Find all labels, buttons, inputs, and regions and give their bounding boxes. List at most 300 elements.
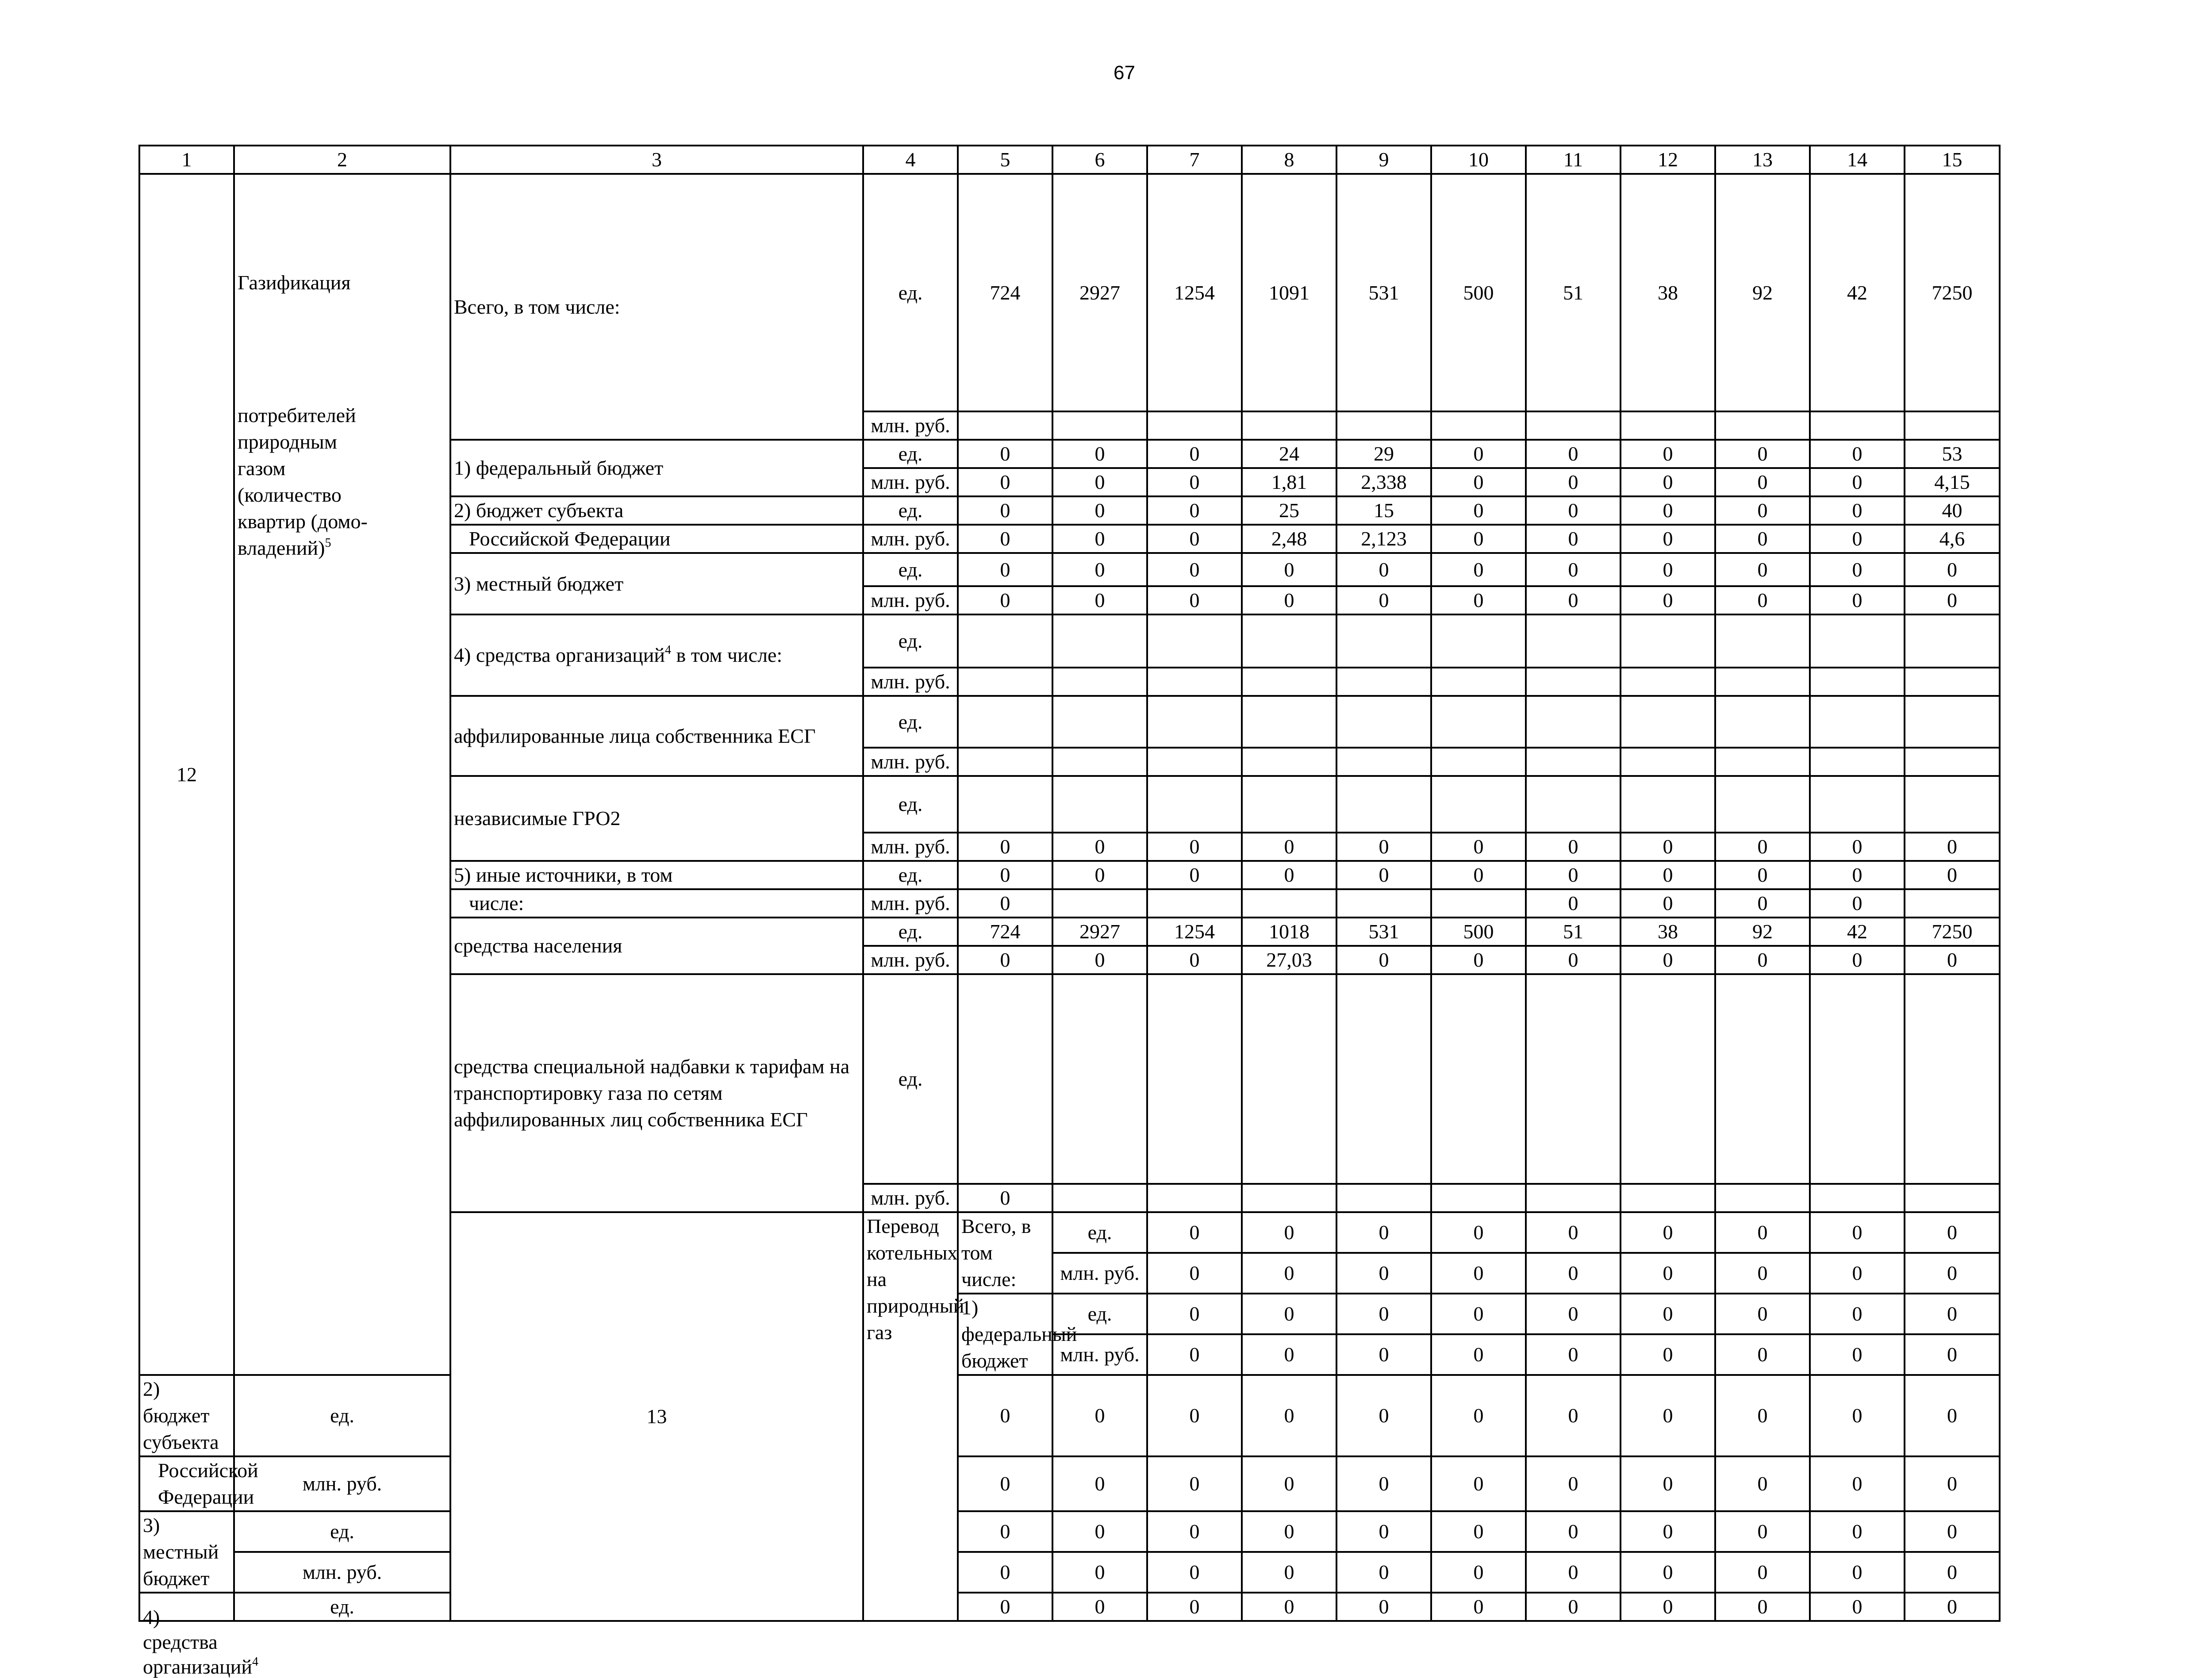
empty-cell	[1526, 776, 1621, 833]
value-cell: 0	[958, 1184, 1052, 1212]
empty-cell	[1810, 776, 1905, 833]
value-cell: 1254	[1147, 174, 1242, 411]
value-cell: 0	[1431, 1212, 1526, 1253]
value-cell: 1091	[1242, 174, 1336, 411]
value-cell: 0	[1147, 1212, 1242, 1253]
value-cell: 0	[1147, 1294, 1242, 1334]
empty-cell	[1715, 748, 1810, 776]
value-cell: 0	[1810, 468, 1905, 496]
column-header-12: 12	[1621, 146, 1715, 174]
column-header-5: 5	[958, 146, 1052, 174]
empty-cell	[1905, 696, 2000, 748]
value-cell: 0	[1147, 468, 1242, 496]
row-label-subject: 2) бюджет субъекта	[139, 1375, 234, 1456]
value-cell: 0	[1905, 1552, 2000, 1593]
empty-cell	[1715, 776, 1810, 833]
row-number-13: 13	[450, 1212, 863, 1621]
value-cell: 0	[1526, 1593, 1621, 1621]
empty-cell	[1621, 614, 1715, 668]
value-cell: 0	[1147, 1552, 1242, 1593]
empty-cell	[1526, 748, 1621, 776]
row-label-subject-cont: Российской Федерации	[450, 525, 863, 553]
value-cell: 0	[1431, 833, 1526, 861]
value-cell: 42	[1810, 918, 1905, 946]
empty-cell	[1242, 668, 1336, 696]
empty-cell	[1147, 776, 1242, 833]
empty-cell	[1621, 748, 1715, 776]
table-body	[139, 146, 2000, 1678]
value-cell: 0	[1052, 525, 1147, 553]
empty-cell	[1905, 411, 2000, 440]
empty-cell	[1336, 776, 1431, 833]
value-cell: 0	[1431, 1593, 1526, 1621]
value-cell: 0	[1905, 1253, 2000, 1294]
value-cell: 2927	[1052, 918, 1147, 946]
value-cell: 0	[1526, 1334, 1621, 1375]
value-cell: 0	[1810, 833, 1905, 861]
value-cell: 0	[1336, 1552, 1431, 1593]
value-cell: 0	[1242, 1375, 1336, 1456]
value-cell: 0	[1336, 946, 1431, 974]
value-cell: 51	[1526, 174, 1621, 411]
unit-cell: ед.	[1052, 1294, 1147, 1334]
value-cell: 0	[1431, 861, 1526, 889]
empty-cell	[1431, 974, 1526, 1184]
table-row	[139, 1511, 2000, 1552]
unit-cell: ед.	[234, 1511, 450, 1552]
empty-cell	[1147, 1184, 1242, 1212]
empty-cell	[1336, 748, 1431, 776]
table-row	[139, 146, 2000, 174]
value-cell: 0	[1052, 833, 1147, 861]
value-cell: 53	[1905, 440, 2000, 468]
value-cell: 0	[1621, 946, 1715, 974]
value-cell: 0	[958, 525, 1052, 553]
value-cell: 0	[1336, 861, 1431, 889]
empty-cell	[1052, 411, 1147, 440]
empty-cell	[1526, 411, 1621, 440]
value-cell: 0	[1336, 1375, 1431, 1456]
empty-cell	[958, 974, 1052, 1184]
unit-cell: млн. руб.	[863, 586, 958, 614]
unit-cell: млн. руб.	[234, 1456, 450, 1511]
empty-cell	[1242, 1184, 1336, 1212]
value-cell: 0	[1526, 1456, 1621, 1511]
value-cell: 0	[1052, 946, 1147, 974]
empty-cell	[1052, 776, 1147, 833]
name-line: (количество	[238, 484, 342, 506]
value-cell: 0	[1147, 1593, 1242, 1621]
row-label-organizations	[450, 614, 863, 696]
empty-cell	[1147, 974, 1242, 1184]
name-line: котельных на	[867, 1241, 958, 1290]
value-cell: 0	[1621, 1552, 1715, 1593]
empty-cell	[1810, 1184, 1905, 1212]
empty-cell	[1431, 411, 1526, 440]
value-cell: 0	[1715, 833, 1810, 861]
label-text: в том числе:	[671, 644, 783, 666]
value-cell: 0	[1905, 586, 2000, 614]
value-cell: 0	[1336, 1253, 1431, 1294]
footnote-mark: 4	[252, 1655, 258, 1669]
value-cell: 0	[1431, 1511, 1526, 1552]
name-line: Перевод	[867, 1215, 939, 1237]
value-cell: 500	[1431, 918, 1526, 946]
value-cell: 0	[1621, 496, 1715, 525]
empty-cell	[1715, 668, 1810, 696]
value-cell: 0	[1526, 525, 1621, 553]
empty-cell	[1810, 411, 1905, 440]
unit-cell: ед.	[863, 440, 958, 468]
value-cell: 0	[958, 1456, 1052, 1511]
value-cell: 0	[1242, 1294, 1336, 1334]
value-cell: 0	[1052, 1456, 1147, 1511]
table-row	[139, 174, 2000, 411]
value-cell: 0	[1431, 1294, 1526, 1334]
column-header-8: 8	[1242, 146, 1336, 174]
value-cell: 0	[1526, 1253, 1621, 1294]
value-cell: 4,15	[1905, 468, 2000, 496]
empty-cell	[1715, 614, 1810, 668]
empty-cell	[1242, 974, 1336, 1184]
value-cell: 0	[1621, 861, 1715, 889]
value-cell: 0	[1715, 1253, 1810, 1294]
value-cell: 0	[1810, 525, 1905, 553]
value-cell: 0	[1715, 889, 1810, 918]
value-cell: 0	[1621, 586, 1715, 614]
unit-cell: млн. руб.	[863, 748, 958, 776]
value-cell: 0	[1147, 1334, 1242, 1375]
value-cell: 0	[1242, 1212, 1336, 1253]
value-cell: 0	[1526, 586, 1621, 614]
row-label-other-sources-cont: числе:	[450, 889, 863, 918]
value-cell: 0	[1147, 861, 1242, 889]
value-cell: 0	[1431, 586, 1526, 614]
empty-cell	[1242, 776, 1336, 833]
value-cell: 0	[1810, 946, 1905, 974]
unit-cell: млн. руб.	[863, 889, 958, 918]
empty-cell	[1621, 974, 1715, 1184]
value-cell: 0	[1242, 1456, 1336, 1511]
value-cell: 24	[1242, 440, 1336, 468]
value-cell: 51	[1526, 918, 1621, 946]
row-label-organizations	[139, 1593, 258, 1678]
empty-cell	[1431, 776, 1526, 833]
value-cell: 2,123	[1336, 525, 1431, 553]
row-label-affiliated: аффилированные лица собственника ЕСГ	[450, 696, 863, 776]
value-cell: 0	[1905, 1334, 2000, 1375]
value-cell: 0	[1905, 1212, 2000, 1253]
value-cell: 0	[1715, 1593, 1810, 1621]
value-cell: 0	[1621, 1253, 1715, 1294]
empty-cell	[1336, 696, 1431, 748]
value-cell: 0	[1621, 1334, 1715, 1375]
value-cell: 0	[1621, 525, 1715, 553]
value-cell: 0	[1526, 1375, 1621, 1456]
name-text: владений)	[238, 537, 325, 559]
empty-cell	[1052, 889, 1147, 918]
empty-cell	[1052, 1184, 1147, 1212]
empty-cell	[1147, 748, 1242, 776]
value-cell: 0	[1336, 1212, 1431, 1253]
value-cell: 0	[958, 861, 1052, 889]
value-cell: 0	[1905, 1375, 2000, 1456]
item-name-boiler-conversion	[863, 1212, 964, 1621]
value-cell: 25	[1242, 496, 1336, 525]
value-cell: 0	[1621, 833, 1715, 861]
name-line: природным	[238, 430, 337, 453]
unit-cell: ед.	[863, 174, 958, 411]
value-cell: 0	[1147, 1253, 1242, 1294]
value-cell: 0	[1621, 1593, 1715, 1621]
value-cell: 0	[1431, 525, 1526, 553]
column-header-6: 6	[1052, 146, 1147, 174]
value-cell: 0	[1526, 1294, 1621, 1334]
unit-cell: млн. руб.	[863, 411, 958, 440]
empty-cell	[1052, 974, 1147, 1184]
value-cell: 2,338	[1336, 468, 1431, 496]
value-cell: 1018	[1242, 918, 1336, 946]
value-cell: 0	[1621, 1511, 1715, 1552]
empty-cell	[1715, 974, 1810, 1184]
empty-cell	[1052, 748, 1147, 776]
value-cell: 531	[1336, 918, 1431, 946]
item-name-gasification	[234, 174, 450, 1375]
value-cell: 0	[1526, 1212, 1621, 1253]
unit-cell: ед.	[234, 1593, 450, 1621]
empty-cell	[1242, 614, 1336, 668]
value-cell: 0	[1621, 468, 1715, 496]
empty-cell	[1715, 411, 1810, 440]
empty-cell	[1905, 1184, 2000, 1212]
value-cell: 0	[1715, 946, 1810, 974]
value-cell: 0	[958, 1511, 1052, 1552]
value-cell: 724	[958, 918, 1052, 946]
empty-cell	[1810, 668, 1905, 696]
value-cell: 0	[958, 496, 1052, 525]
value-cell: 0	[1905, 1593, 2000, 1621]
value-cell: 7250	[1905, 174, 2000, 411]
value-cell: 40	[1905, 496, 2000, 525]
empty-cell	[1905, 748, 2000, 776]
value-cell: 0	[1336, 586, 1431, 614]
value-cell: 0	[1810, 1212, 1905, 1253]
value-cell: 0	[1810, 889, 1905, 918]
column-header-2: 2	[234, 146, 450, 174]
label-text: 4) средства организаций	[454, 644, 665, 666]
value-cell: 0	[1052, 1593, 1147, 1621]
value-cell: 0	[1147, 1375, 1242, 1456]
table-row	[139, 1456, 2000, 1511]
value-cell: 0	[1431, 1552, 1526, 1593]
value-cell: 0	[1431, 496, 1526, 525]
value-cell: 0	[1431, 1375, 1526, 1456]
value-cell: 0	[1621, 1456, 1715, 1511]
row-label-subject: 2) бюджет субъекта	[450, 496, 863, 525]
value-cell: 0	[1715, 861, 1810, 889]
value-cell: 0	[1052, 586, 1147, 614]
value-cell: 0	[1905, 833, 2000, 861]
name-line: природный газ	[867, 1294, 964, 1344]
row-label-population: средства населения	[450, 918, 863, 974]
footnote-mark: 4	[664, 643, 671, 657]
empty-cell	[1336, 1184, 1431, 1212]
empty-cell	[1526, 974, 1621, 1184]
unit-cell: млн. руб.	[1052, 1253, 1147, 1294]
value-cell: 0	[1810, 1552, 1905, 1593]
value-cell: 724	[958, 174, 1052, 411]
name-line: газом	[238, 457, 286, 480]
value-cell: 0	[1431, 440, 1526, 468]
value-cell: 15	[1336, 496, 1431, 525]
value-cell: 0	[1052, 1552, 1147, 1593]
empty-cell	[1810, 748, 1905, 776]
column-header-14: 14	[1810, 146, 1905, 174]
unit-cell: млн. руб.	[863, 946, 958, 974]
empty-cell	[958, 668, 1052, 696]
value-cell: 0	[1052, 861, 1147, 889]
value-cell: 0	[1810, 1593, 1905, 1621]
value-cell: 0	[1526, 889, 1621, 918]
row-label-total: Всего, в том числе:	[958, 1212, 1052, 1294]
row-label-subject-cont: Российской Федерации	[139, 1456, 234, 1511]
value-cell: 7250	[1905, 918, 2000, 946]
value-cell: 0	[1336, 1593, 1431, 1621]
value-cell: 1254	[1147, 918, 1242, 946]
empty-cell	[1336, 974, 1431, 1184]
empty-cell	[1905, 974, 2000, 1184]
value-cell: 0	[1526, 833, 1621, 861]
name-line: потребителей	[238, 404, 356, 426]
value-cell: 0	[1336, 1294, 1431, 1334]
unit-cell: ед.	[863, 496, 958, 525]
value-cell: 0	[1147, 1511, 1242, 1552]
name-line: Газификация	[238, 271, 351, 294]
value-cell: 0	[958, 1375, 1052, 1456]
empty-cell	[1431, 696, 1526, 748]
empty-cell	[958, 748, 1052, 776]
value-cell: 0	[1052, 496, 1147, 525]
unit-cell: млн. руб.	[863, 1184, 958, 1212]
unit-cell: млн. руб.	[863, 668, 958, 696]
value-cell: 0	[1147, 1456, 1242, 1511]
value-cell: 0	[958, 586, 1052, 614]
value-cell: 0	[1526, 1511, 1621, 1552]
empty-cell	[1621, 411, 1715, 440]
empty-cell	[1526, 614, 1621, 668]
value-cell: 0	[1715, 525, 1810, 553]
value-cell: 0	[1526, 553, 1621, 586]
empty-cell	[1526, 1184, 1621, 1212]
value-cell: 0	[1431, 1334, 1526, 1375]
value-cell: 0	[1147, 586, 1242, 614]
value-cell: 0	[1242, 1511, 1336, 1552]
value-cell: 0	[1052, 440, 1147, 468]
table-row	[139, 1375, 2000, 1456]
value-cell: 0	[1526, 468, 1621, 496]
empty-cell	[1621, 696, 1715, 748]
value-cell: 0	[1715, 1456, 1810, 1511]
value-cell: 0	[1810, 1511, 1905, 1552]
value-cell: 0	[1621, 889, 1715, 918]
value-cell: 0	[1431, 1253, 1526, 1294]
value-cell: 0	[1810, 861, 1905, 889]
empty-cell	[1147, 889, 1242, 918]
value-cell: 0	[1242, 1334, 1336, 1375]
value-cell: 0	[1147, 946, 1242, 974]
name-line	[238, 535, 447, 561]
empty-cell	[1242, 411, 1336, 440]
value-cell: 0	[958, 468, 1052, 496]
value-cell: 0	[1905, 1456, 2000, 1511]
value-cell: 0	[1431, 1456, 1526, 1511]
empty-cell	[1242, 889, 1336, 918]
value-cell: 0	[1715, 553, 1810, 586]
value-cell: 0	[1052, 1511, 1147, 1552]
value-cell: 0	[1905, 553, 2000, 586]
row-label-federal: 1) федеральный бюджет	[958, 1294, 1052, 1375]
empty-cell	[1336, 889, 1431, 918]
empty-cell	[1621, 776, 1715, 833]
value-cell: 0	[1526, 946, 1621, 974]
value-cell: 0	[1147, 496, 1242, 525]
empty-cell	[1147, 411, 1242, 440]
value-cell: 0	[1052, 468, 1147, 496]
value-cell: 0	[1242, 1593, 1336, 1621]
unit-cell: млн. руб.	[863, 525, 958, 553]
column-header-3: 3	[450, 146, 863, 174]
empty-cell	[958, 696, 1052, 748]
empty-cell	[1810, 974, 1905, 1184]
empty-cell	[1905, 668, 2000, 696]
value-cell: 531	[1336, 174, 1431, 411]
value-cell: 38	[1621, 918, 1715, 946]
value-cell: 0	[1810, 1334, 1905, 1375]
footnote-mark: 5	[325, 536, 331, 550]
column-header-9: 9	[1336, 146, 1431, 174]
value-cell: 0	[958, 1552, 1052, 1593]
table-row	[139, 1593, 2000, 1621]
name-line: квартир (домо-	[238, 510, 368, 533]
value-cell: 500	[1431, 174, 1526, 411]
empty-cell	[1147, 668, 1242, 696]
value-cell: 92	[1715, 174, 1810, 411]
empty-cell	[1336, 668, 1431, 696]
row-label-federal: 1) федеральный бюджет	[450, 440, 863, 496]
value-cell: 0	[1810, 1294, 1905, 1334]
value-cell: 0	[1621, 1375, 1715, 1456]
value-cell: 0	[1810, 440, 1905, 468]
value-cell: 2,48	[1242, 525, 1336, 553]
value-cell: 0	[1431, 946, 1526, 974]
empty-cell	[1715, 1184, 1810, 1212]
unit-cell: ед.	[863, 918, 958, 946]
value-cell: 0	[1810, 1375, 1905, 1456]
value-cell: 0	[958, 553, 1052, 586]
column-header-15: 15	[1905, 146, 2000, 174]
value-cell: 0	[1242, 1552, 1336, 1593]
value-cell: 0	[1715, 1334, 1810, 1375]
value-cell: 0	[1715, 1294, 1810, 1334]
value-cell: 92	[1715, 918, 1810, 946]
empty-cell	[1526, 696, 1621, 748]
value-cell: 0	[1715, 1511, 1810, 1552]
value-cell: 27,03	[1242, 946, 1336, 974]
value-cell: 0	[1336, 1511, 1431, 1552]
unit-cell: ед.	[234, 1375, 450, 1456]
empty-cell	[1431, 614, 1526, 668]
empty-cell	[1810, 614, 1905, 668]
